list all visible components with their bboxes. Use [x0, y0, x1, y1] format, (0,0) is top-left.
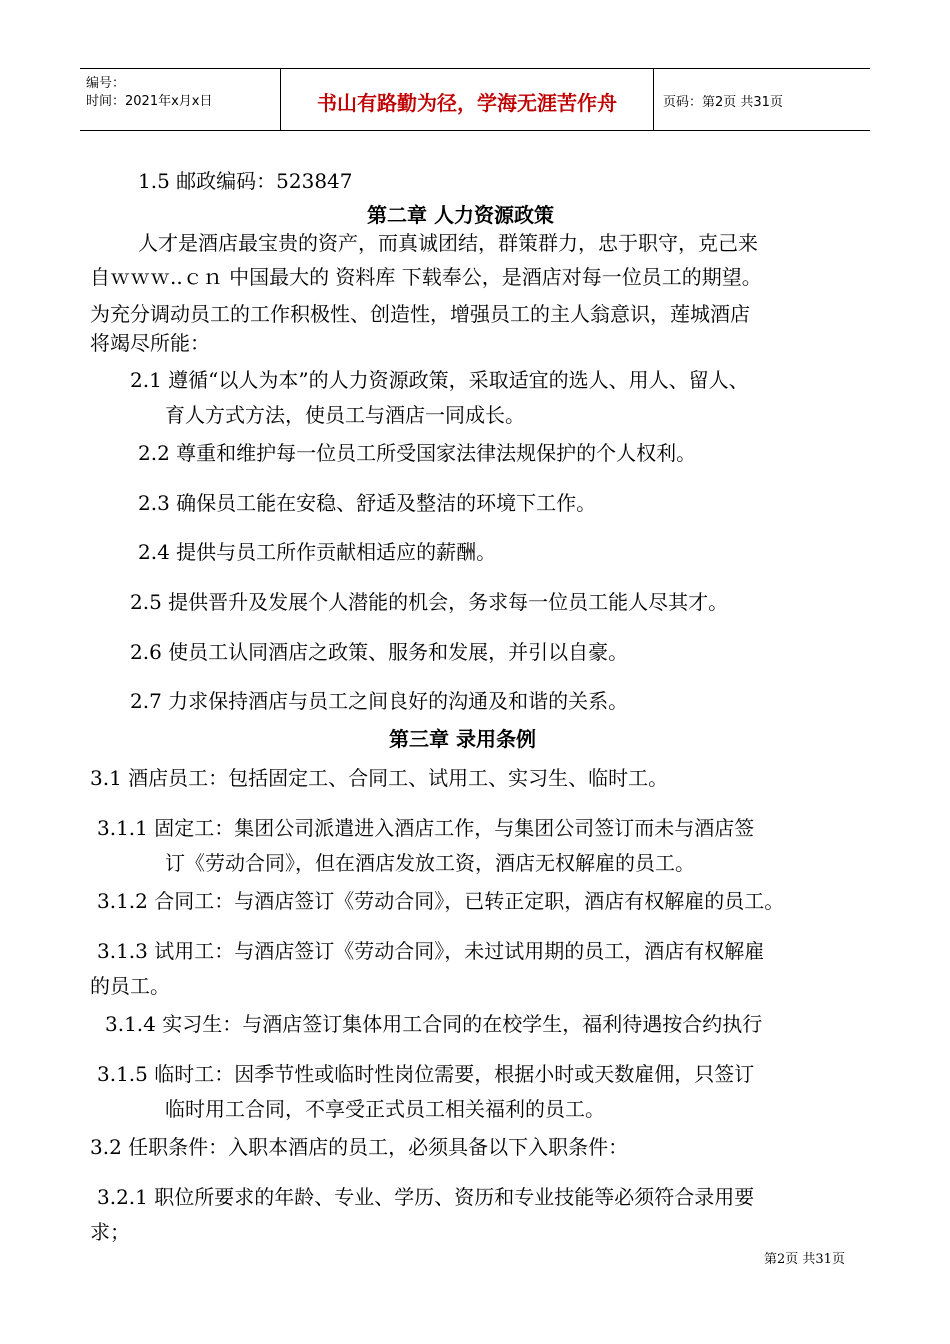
- item-2-5: 2.5 提供晋升及发展个人潜能的机会，务求每一位员工能人尽其才。: [130, 590, 729, 614]
- date-label: 时间：2021年x月x日: [86, 94, 213, 109]
- page-footer: 第2页 共31页: [764, 1252, 845, 1267]
- intro-line-3: 为充分调动员工的工作积极性、创造性，增强员工的主人翁意识，莲城酒店: [90, 302, 750, 326]
- item-2-6: 2.6 使员工认同酒店之政策、服务和发展，并引以自豪。: [130, 640, 629, 664]
- item-2-1-line-2: 育人方式方法，使员工与酒店一同成长。: [165, 403, 525, 427]
- item-2-4: 2.4 提供与员工所作贡献相适应的薪酬。: [138, 540, 497, 564]
- intro-line-4: 将竭尽所能：: [90, 331, 210, 355]
- number-label: 编号：: [86, 76, 126, 91]
- header-right-cell: [653, 69, 870, 130]
- item-3-1-2: 3.1.2 合同工：与酒店签订《劳动合同》，已转正定职，酒店有权解雇的员工。: [97, 889, 785, 913]
- chapter-2-title: 第二章 人力资源政策: [367, 203, 554, 227]
- item-2-2: 2.2 尊重和维护每一位员工所受国家法律法规保护的个人权利。: [138, 441, 697, 465]
- item-3-2: 3.2 任职条件：入职本酒店的员工，必须具备以下入职条件：: [90, 1135, 629, 1159]
- item-3-1-5-line-2: 临时用工合同，不享受正式员工相关福利的员工。: [165, 1097, 605, 1121]
- item-3-2-1-line-2: 求；: [90, 1220, 130, 1244]
- intro-line-1: 人才是酒店最宝贵的资产，而真诚团结，群策群力，忠于职守，克己来: [138, 231, 758, 255]
- chapter-3-title: 第三章 录用条例: [389, 727, 536, 751]
- item-2-1-line-1: 2.1 遵循“以人为本”的人力资源政策，采取适宜的选人、用人、留人、: [130, 368, 749, 392]
- item-3-1-1-line-2: 订《劳动合同》，但在酒店发放工资，酒店无权解雇的员工。: [165, 851, 695, 875]
- intro-line-2: 自ｗｗｗ..ｃｎ 中国最大的 资料库 下载奉公，是酒店对每一位员工的期望。: [90, 265, 762, 289]
- item-3-1-5-line-1: 3.1.5 临时工：因季节性或临时性岗位需要，根据小时或天数雇佣，只签订: [97, 1062, 755, 1086]
- item-3-1-1-line-1: 3.1.1 固定工：集团公司派遣进入酒店工作，与集团公司签订而未与酒店签: [97, 816, 755, 840]
- header-motto-cell: [280, 69, 654, 130]
- header-left-cell: [80, 69, 280, 130]
- postal-code-line: 1.5 邮政编码：523847: [138, 169, 353, 193]
- item-3-2-1-line-1: 3.2.1 职位所要求的年龄、专业、学历、资历和专业技能等必须符合录用要: [97, 1185, 755, 1209]
- item-3-1: 3.1 酒店员工：包括固定工、合同工、试用工、实习生、临时工。: [90, 766, 669, 790]
- page-header-table: [80, 68, 870, 131]
- item-3-1-3-line-1: 3.1.3 试用工：与酒店签订《劳动合同》，未过试用期的员工，酒店有权解雇: [97, 939, 765, 963]
- header-page-label: 页码：第2页 共31页: [663, 95, 783, 110]
- item-2-3: 2.3 确保员工能在安稳、舒适及整洁的环境下工作。: [138, 491, 597, 515]
- item-3-1-4: 3.1.4 实习生：与酒店签订集体用工合同的在校学生，福利待遇按合约执行: [105, 1012, 763, 1036]
- item-2-7: 2.7 力求保持酒店与员工之间良好的沟通及和谐的关系。: [130, 689, 629, 713]
- item-3-1-3-line-2: 的员工。: [90, 974, 170, 998]
- motto-text: 书山有路勤为径，学海无涯苦作舟: [317, 91, 617, 115]
